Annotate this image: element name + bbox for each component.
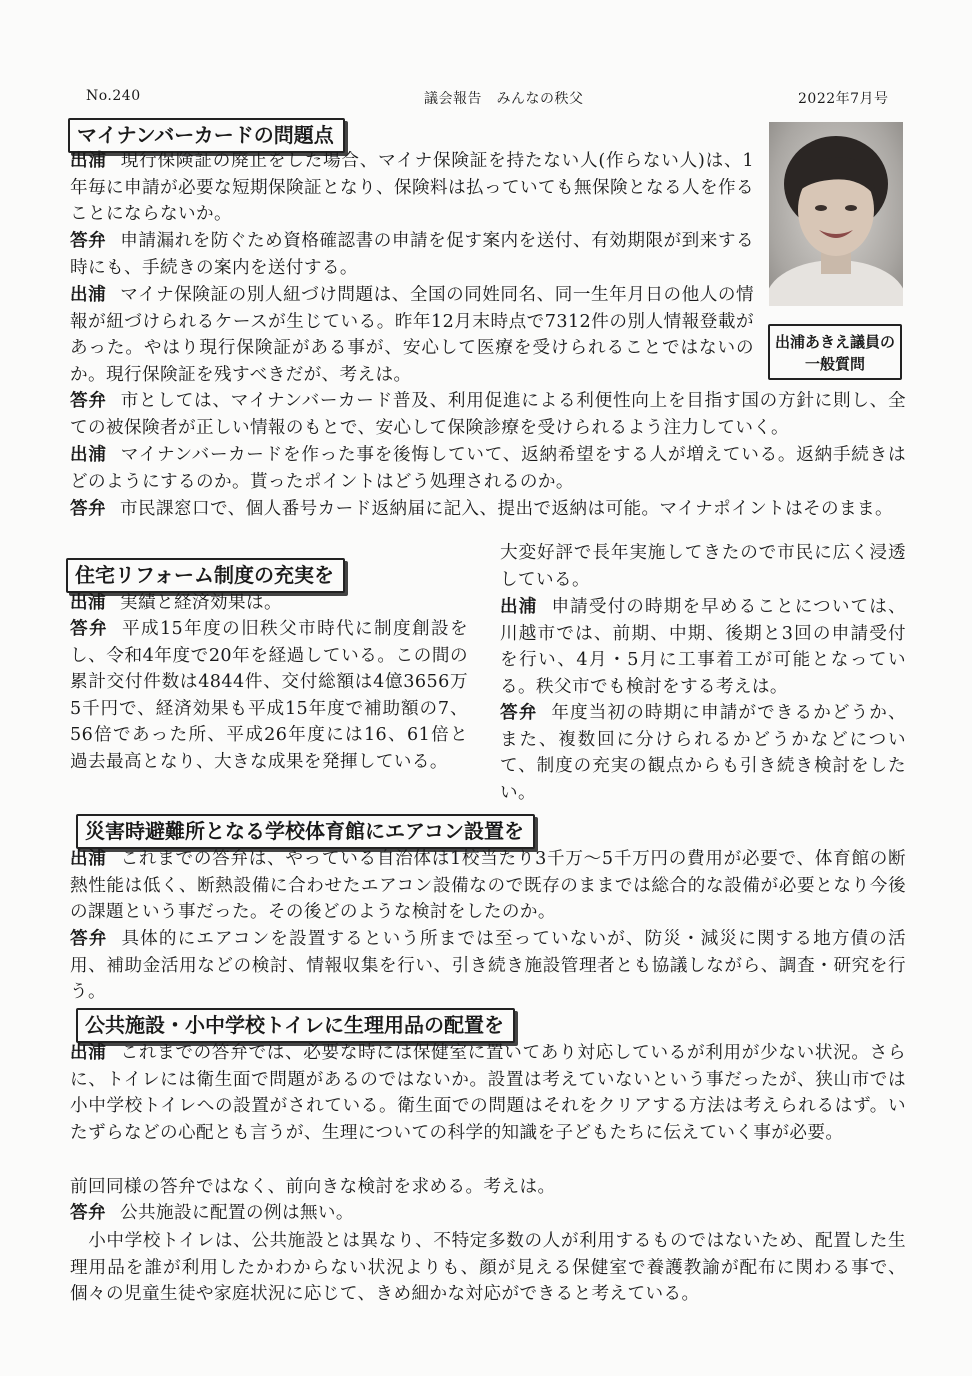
speaker-label: 出浦 [70,849,107,869]
issue-number: No.240 [86,88,141,104]
qa-paragraph [70,846,906,926]
speaker-label: 答弁 [70,391,107,411]
qa-text: 公共施設に配置の例は無い。 [120,1203,354,1223]
qa-paragraph [70,496,906,523]
caption-line-2: 一般質問 [804,355,865,373]
qa-text: 前回同様の答弁ではなく、前向きな検討を求める。考えは。 [70,1177,556,1197]
qa-text: 年度当初の時期に申請ができるかどうか、また、複数回に分けられるかどうかなどについて、制度の充実の観点からも引き続き検討をしたい。 [500,703,906,803]
qa-paragraph [70,616,468,775]
qa-paragraph [70,590,468,617]
issue-date: 2022年7月号 [798,91,889,107]
qa-text: 申請漏れを防ぐため資格確認書の申請を促す案内を送付、有効期限が到来する時にも、手続きの案内を送付する。 [70,231,754,278]
qa-text: これまでの答弁では、必要な時には保健室に置いてあり対応しているが利用が少ない状況。さらに、トイレには衛生面で問題があるのではないか。設置は考えていないという事だったが、狭山市では小中学校トイレへの設置がされている。衛生面での問題はそれをクリアする方法は考えられるはず。いたずらなどの心配とも言うが、生理についての科学的知識を子どもたちに伝えていく事が必要。 [70,1043,906,1143]
councillor-photo [769,122,903,306]
qa-text: マイナ保険証の別人紐づけ問題は、全国の同姓同名、同一生年月日の他人の情報が紐づけられるケースが生じている。昨年12月末時点で7312件の別人情報登載があった。やはり現行保険証がある事が、安心して医療を受けられることではないのか。現行保険証を残すべきだが、考えは。 [70,285,754,385]
qa-text: 申請受付の時期を早めることについては、川越市では、前期、中期、後期と3回の申請受付を行い、4月・5月に工事着工が可能となっている。秩父市でも検討をする考えは。 [500,597,906,697]
qa-text: これまでの答弁は、やっている自治体は1校当たり3千万～5千万円の費用が必要で、体育館の断熱性能は低く、断熱設備に合わせたエアコン設備なので既存のままでは総合的な設備が必要となり今後の課題という事だった。その後どのような検討をしたのか。 [70,849,906,922]
qa-text: 市民課窓口で、個人番号カード返納届に記入、提出で返納は可能。マイナポイントはそのまま。 [120,499,894,519]
section-title-reform: 住宅リフォーム制度の充実を [66,558,345,593]
speaker-label: 答弁 [70,929,108,949]
qa-paragraph [70,1174,906,1201]
newsletter-title: 議会報告 みんなの秩父 [424,91,584,107]
speaker-label: 答弁 [70,231,107,251]
section-title-aircon: 災害時避難所となる学校体育館にエアコン設置を [76,814,535,849]
qa-paragraph [500,594,906,700]
caption-line-1: 出浦あきえ議員の [774,333,895,351]
photo-caption [768,324,902,380]
qa-paragraph [70,282,754,388]
qa-paragraph [70,1200,906,1227]
speaker-label: 出浦 [500,597,538,617]
speaker-label: 出浦 [70,445,107,465]
speaker-label: 答弁 [70,499,106,519]
qa-paragraph [70,442,906,495]
speaker-label: 出浦 [70,593,106,613]
qa-text: 平成15年度の旧秩父市時代に制度創設をし、令和4年度で20年を経過している。この間の累計交付件数は4844件、交付総額は4億3656万5千円で、経済効果も平成15年度で補助額の7、56倍であった所、平成26年度には16、61倍と過去最高となり、大きな成果を発揮している。 [70,619,468,772]
qa-text: 現行保険証の廃止をした場合、マイナ保険証を持たない人(作らない人)は、1年毎に申請が必要な短期保険証となり、保険料は払っていても無保険となる人を作ることにならないか。 [70,151,754,224]
speaker-label: 答弁 [500,703,538,723]
qa-text: 大変好評で長年実施してきたので市民に広く浸透している。 [500,543,906,590]
qa-paragraph [70,148,754,228]
qa-paragraph [70,926,906,1006]
qa-paragraph [70,1228,906,1308]
qa-paragraph [500,540,906,593]
speaker-label: 答弁 [70,1203,106,1223]
speaker-label: 出浦 [70,285,107,305]
section-title-sanitary: 公共施設・小中学校トイレに生理用品の配置を [76,1008,515,1043]
speaker-label: 出浦 [70,151,107,171]
qa-text: マイナンバーカードを作った事を後悔していて、返納希望をする人が増えている。返納手続きはどのようにするのか。貰ったポイントはどう処理されるのか。 [70,445,906,492]
qa-paragraph [500,700,906,806]
qa-paragraph [70,1040,906,1146]
speaker-label: 答弁 [70,619,108,639]
section-title-mynumber: マイナンバーカードの問題点 [68,118,345,153]
qa-text: 小中学校トイレは、公共施設とは異なり、不特定多数の人が利用するものではないため、配置した生理用品を誰が利用したかわからない状況よりも、顔が見える保健室で養護教諭が配布に関わる事で、個々の児童生徒や家庭状況に応じて、きめ細かな対応ができると考えている。 [70,1231,906,1304]
qa-text: 実績と経済効果は。 [120,593,282,613]
speaker-label: 出浦 [70,1043,107,1063]
qa-text: 市としては、マイナンバーカード普及、利用促進による利便性向上を目指す国の方針に則し、全ての被保険者が正しい情報のもとで、安心して保険診療を受けられるよう注力していく。 [70,391,906,438]
qa-text: 具体的にエアコンを設置するという所までは至っていないが、防災・減災に関する地方債の活用、補助金活用などの検討、情報収集を行い、引き続き施設管理者とも協議しながら、調査・研究を行う。 [70,929,906,1002]
qa-paragraph [70,388,906,441]
qa-paragraph [70,228,754,281]
